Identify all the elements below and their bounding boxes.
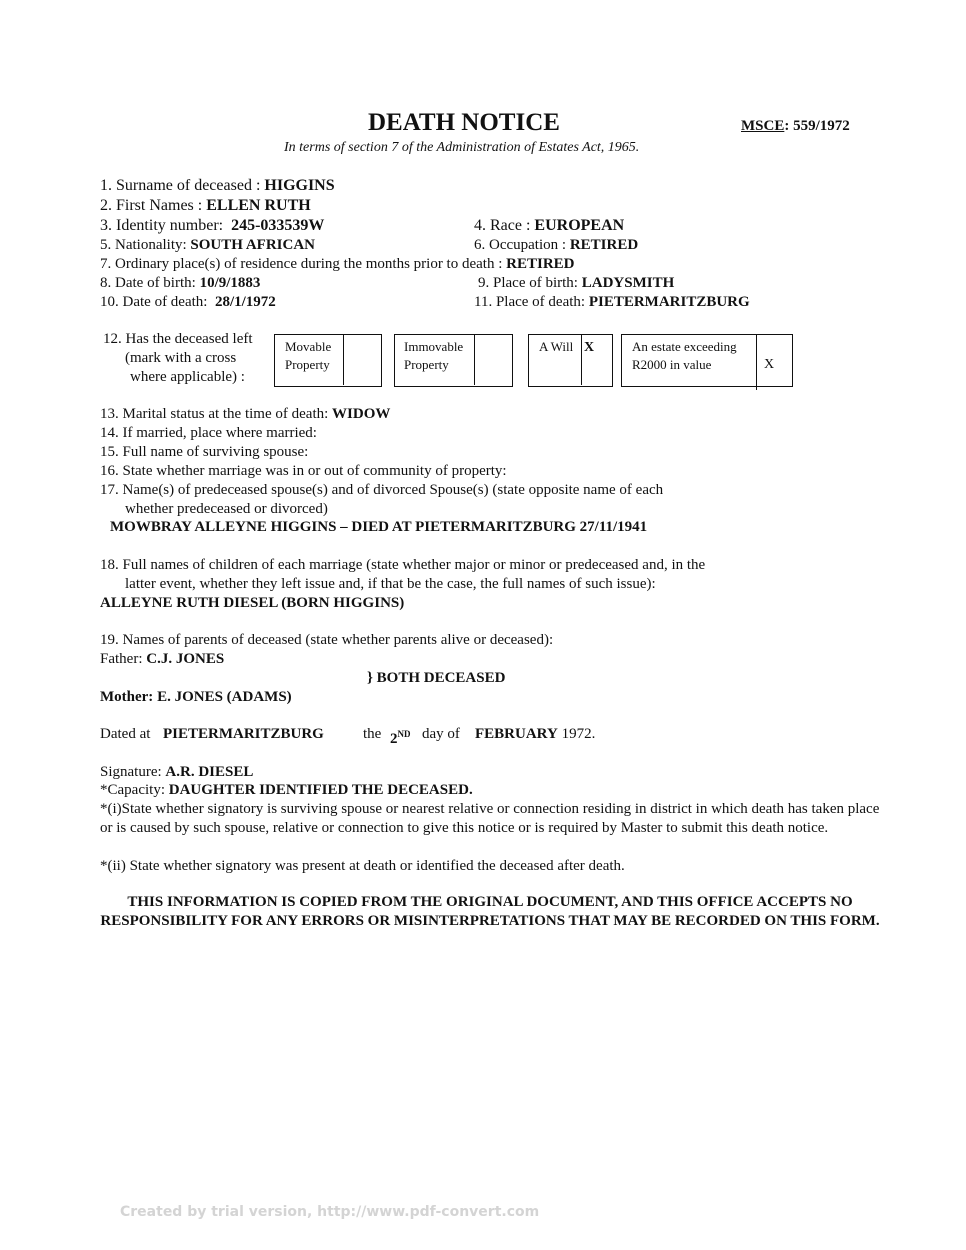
dated-day xyxy=(390,725,411,749)
father-label: Father: xyxy=(100,651,143,667)
msce-value: : 559/1972 xyxy=(784,118,850,134)
signature-row xyxy=(100,763,253,782)
trial-watermark: Created by trial version, http://www.pdf-convert.com xyxy=(120,1204,540,1220)
field-place-of-death xyxy=(474,293,750,312)
document-subtitle: In terms of section 7 of the Administration of Estates Act, 1965. xyxy=(284,140,640,155)
estate-question-line3: where applicable) : xyxy=(130,369,245,385)
signature-value: A.R. DIESEL xyxy=(165,764,254,780)
field-predeceased-spouse-line2: whether predeceased or divorced) xyxy=(125,501,328,517)
nationality-value: SOUTH AFRICAN xyxy=(190,237,316,253)
marital-value: WIDOW xyxy=(332,406,391,422)
signature-label: Signature: xyxy=(100,764,162,780)
immovable-property-label xyxy=(404,338,463,374)
exceed-label-line2: R2000 in value xyxy=(632,357,712,372)
dated-place: PIETERMARITZBURG xyxy=(163,726,324,742)
estate-exceeding-label xyxy=(632,338,737,374)
field-surviving-spouse: 15. Full name of surviving spouse: xyxy=(100,444,309,460)
dated-month-year xyxy=(475,725,595,744)
identity-label: 3. Identity number: xyxy=(100,217,224,234)
msce-reference xyxy=(741,117,850,136)
field-predeceased-spouse: 17. Name(s) of predeceased spouse(s) and of divorced Spouse(s) (state opposite name of each xyxy=(100,482,664,498)
document-title: DEATH NOTICE xyxy=(368,109,560,136)
field-date-of-death xyxy=(100,293,276,312)
will-divider xyxy=(581,334,582,385)
first-names-label: 2. First Names : xyxy=(100,197,203,214)
movable-label-line2: Property xyxy=(285,357,330,372)
signatory-note-ii: *(ii) State whether signatory was present at death or identified the deceased after death. xyxy=(100,858,625,874)
pod-value: PIETERMARITZBURG xyxy=(588,294,750,310)
surname-value: HIGGINS xyxy=(264,177,335,194)
mother-label: Mother: xyxy=(100,689,154,705)
immovable-divider xyxy=(474,334,475,385)
mother-value: E. JONES (ADAMS) xyxy=(157,689,292,705)
capacity-label: *Capacity: xyxy=(100,782,165,798)
capacity-value: DAUGHTER IDENTIFIED THE DECEASED. xyxy=(168,782,473,798)
movable-label-line1: Movable xyxy=(285,339,332,354)
occupation-value: RETIRED xyxy=(569,237,639,253)
residence-value: RETIRED xyxy=(506,256,575,272)
dated-day-of: day of xyxy=(422,726,460,742)
predeceased-spouse-answer: MOWBRAY ALLEYNE HIGGINS – DIED AT PIETERMARITZBURG 27/11/1941 xyxy=(110,519,648,535)
field-race xyxy=(474,216,624,235)
immovable-label-line1: Immovable xyxy=(404,339,464,354)
father-row xyxy=(100,650,224,669)
dated-the: the xyxy=(363,726,382,742)
dated-year: 1972. xyxy=(561,726,596,742)
will-label: A Will xyxy=(539,339,574,354)
estate-exceeding-mark: X xyxy=(764,357,775,372)
dod-label: 10. Date of death: xyxy=(100,294,208,310)
pod-label: 11. Place of death: xyxy=(474,294,586,310)
pob-value: LADYSMITH xyxy=(581,275,675,291)
field-children-line2: latter event, whether they left issue and, if that be the case, the full names of such issue): xyxy=(125,576,656,592)
estate-question-line2: (mark with a cross xyxy=(125,350,237,366)
field-residence xyxy=(100,255,575,274)
field-place-of-birth xyxy=(478,274,674,293)
field-marital-status xyxy=(100,405,390,424)
surname-label: 1. Surname of deceased : xyxy=(100,177,261,194)
race-label: 4. Race : xyxy=(474,217,531,234)
nationality-label: 5. Nationality: xyxy=(100,237,187,253)
field-parents: 19. Names of parents of deceased (state whether parents alive or deceased): xyxy=(100,632,554,648)
field-identity xyxy=(100,216,324,235)
capacity-row xyxy=(100,781,473,800)
occupation-label: 6. Occupation : xyxy=(474,237,567,253)
estate-exceeding-divider xyxy=(756,334,757,390)
dated-month: FEBRUARY xyxy=(475,726,558,742)
residence-label: 7. Ordinary place(s) of residence during the months prior to death : xyxy=(100,256,503,272)
identity-value: 245-033539W xyxy=(231,217,325,234)
mother-row xyxy=(100,688,292,707)
movable-property-label xyxy=(285,338,331,374)
signatory-note-i: *(i)State whether signatory is surviving spouse or nearest relative or connection residing in district in which death has taken place or is caused by such spouse, relative or connection to give this notice or is required by Master to submit this death notice. xyxy=(100,801,880,836)
pob-label: 9. Place of birth: xyxy=(478,275,578,291)
marital-label: 13. Marital status at the time of death: xyxy=(100,406,329,422)
dated-label: Dated at xyxy=(100,726,151,742)
dob-value: 10/9/1883 xyxy=(199,275,261,291)
children-answer: ALLEYNE RUTH DIESEL (BORN HIGGINS) xyxy=(100,595,405,611)
field-first-names xyxy=(100,196,311,215)
will-mark: X xyxy=(584,340,595,355)
field-occupation xyxy=(474,236,638,255)
parents-status: } BOTH DECEASED xyxy=(367,670,506,686)
movable-divider xyxy=(343,334,344,385)
dob-label: 8. Date of birth: xyxy=(100,275,196,291)
field-surname xyxy=(100,176,335,195)
race-value: EUROPEAN xyxy=(534,217,625,234)
field-date-of-birth xyxy=(100,274,260,293)
field-children: 18. Full names of children of each marriage (state whether major or minor or predeceased and, in the xyxy=(100,557,706,573)
immovable-label-line2: Property xyxy=(404,357,449,372)
field-nationality xyxy=(100,236,315,255)
estate-question-line1: 12. Has the deceased left xyxy=(103,331,253,347)
exceed-label-line1: An estate exceeding xyxy=(632,339,737,354)
dated-day-number: 2 xyxy=(390,731,398,747)
field-community-property: 16. State whether marriage was in or out of community of property: xyxy=(100,463,507,479)
father-value: C.J. JONES xyxy=(146,651,225,667)
dated-day-suffix: ND xyxy=(397,729,411,739)
msce-label: MSCE xyxy=(741,118,785,134)
disclaimer: THIS INFORMATION IS COPIED FROM THE ORIGINAL DOCUMENT, AND THIS OFFICE ACCEPTS NO RESPONSIBILITY FOR ANY ERRORS OR MISINTERPRETATIONS THAT MAY BE RECORDED ON THIS FORM. xyxy=(100,894,880,929)
dod-value: 28/1/1972 xyxy=(214,294,276,310)
first-names-value: ELLEN RUTH xyxy=(206,197,311,214)
field-place-married: 14. If married, place where married: xyxy=(100,425,317,441)
